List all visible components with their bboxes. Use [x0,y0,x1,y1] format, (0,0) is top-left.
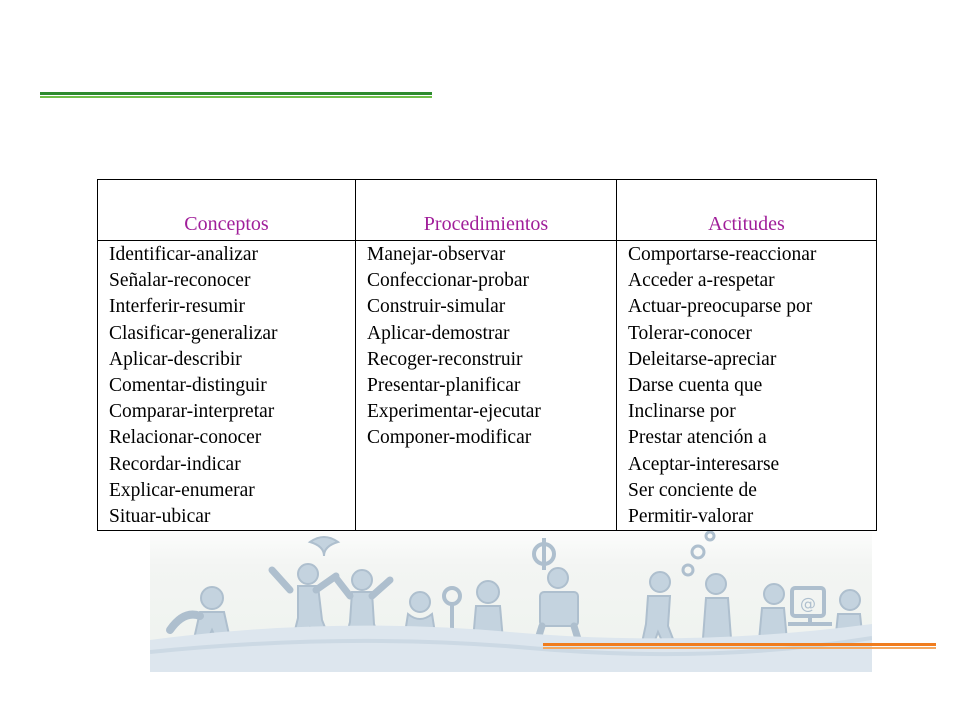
svg-text:@: @ [800,594,816,613]
list-item: Ser conciente de [628,479,757,501]
column-procedimientos [356,241,617,531]
list-item: Darse cuenta que [628,375,763,397]
table-header-row [98,180,877,241]
list-item: Experimentar-ejecutar [367,401,541,423]
verbs-table [97,179,877,531]
list-item: Prestar atención a [628,427,767,449]
list-item: Comportarse-reaccionar [628,244,817,265]
list-item: Acceder a-respetar [628,270,775,292]
list-item: Explicar-enumerar [109,479,255,501]
list-item: Comparar-interpretar [109,401,275,423]
list-item: Identificar-analizar [109,244,259,265]
list-item: Aceptar-interesarse [628,453,780,475]
list-item: Recoger-reconstruir [367,348,523,370]
list-item: Relacionar-conocer [109,427,262,449]
top-green-rule [40,92,432,98]
list-item: Confeccionar-probar [367,270,530,292]
children-illustration-icon [150,520,872,672]
list-item: Tolerar-conocer [628,322,752,344]
list-item: Construir-simular [367,296,506,318]
column-conceptos [98,241,356,531]
list-item: Interferir-resumir [109,296,246,318]
list-item: Aplicar-demostrar [367,322,510,344]
header-actitudes: Actitudes [617,180,877,241]
list-item: Comentar-distinguir [109,375,267,397]
list-item: Clasificar-generalizar [109,322,278,344]
list-item: Recordar-indicar [109,453,241,475]
header-conceptos: Conceptos [98,180,356,241]
list-item: Deleitarse-apreciar [628,348,777,370]
list-item: Inclinarse por [628,401,736,423]
bottom-orange-rule [543,643,936,649]
list-item: Situar-ubicar [109,506,211,528]
table-body-row [98,241,877,531]
list-item: Señalar-reconocer [109,270,251,292]
children-illustration-banner [150,520,872,672]
list-item: Aplicar-describir [109,348,242,370]
list-item: Manejar-observar [367,244,506,265]
list-item: Actuar-preocuparse por [628,296,813,318]
list-item: Presentar-planificar [367,375,521,397]
list-item: Permitir-valorar [628,506,754,528]
list-item: Componer-modificar [367,427,532,449]
column-actitudes [617,241,877,531]
header-procedimientos: Procedimientos [356,180,617,241]
